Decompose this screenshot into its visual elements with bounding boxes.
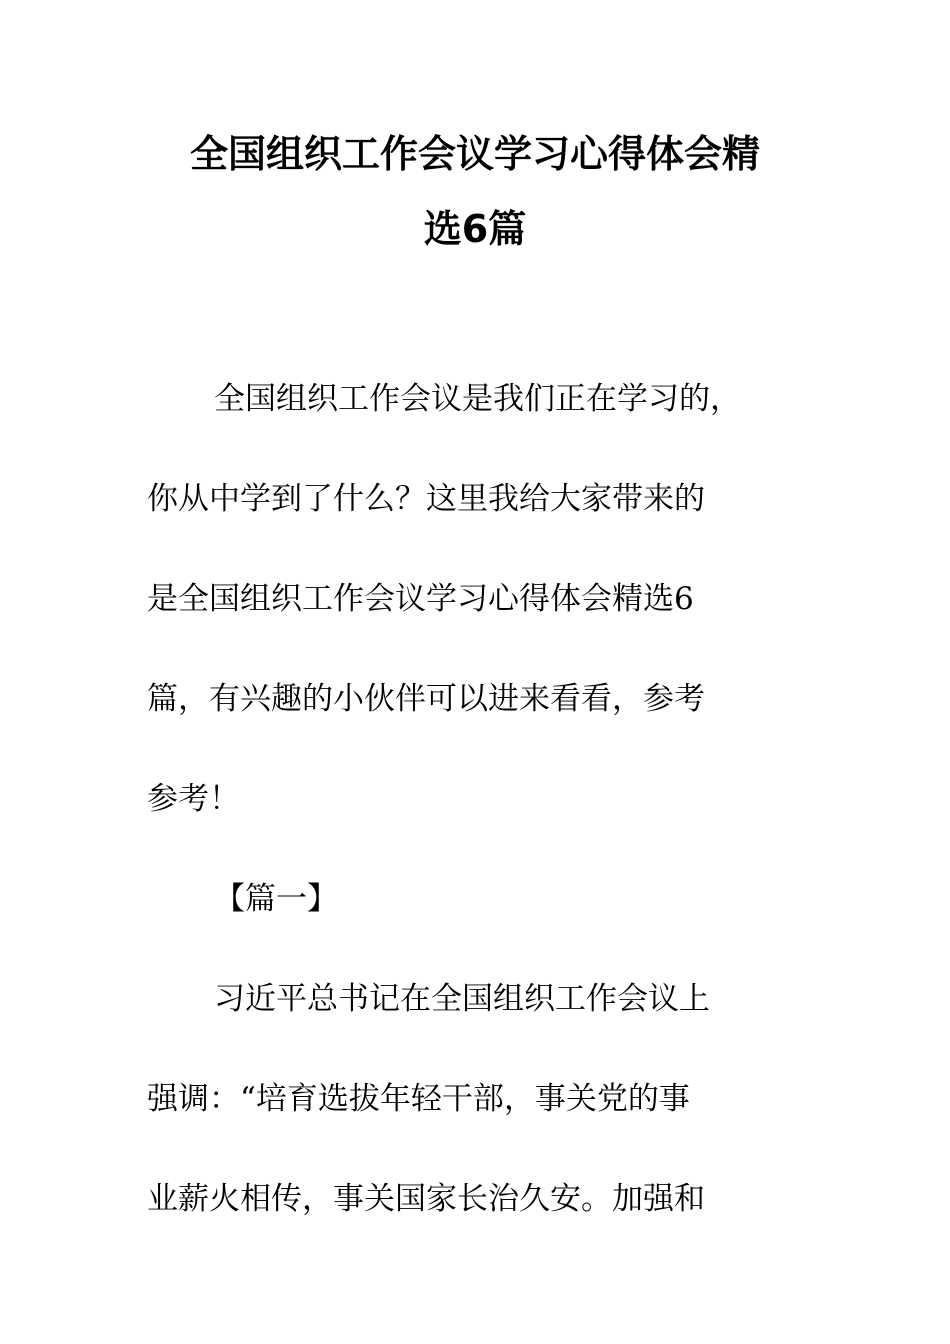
intro-paragraph-line-1: 全国组织工作会议是我们正在学习的，: [214, 381, 741, 417]
intro-paragraph-line-2: 你从中学到了什么？这里我给大家带来的: [147, 481, 705, 517]
intro-paragraph-line-4: 篇，有兴趣的小伙伴可以进来看看，参考: [147, 681, 705, 717]
intro-paragraph-line-3: 是全国组织工作会议学习心得体会精选6: [147, 581, 694, 617]
document-title-line-1: 全国组织工作会议学习心得体会精: [189, 132, 760, 176]
body-paragraph-line-2: 强调：“培育选拔年轻干部，事关党的事: [147, 1081, 690, 1117]
document-title-line-2: 选6篇: [423, 207, 527, 251]
body-paragraph-line-3: 业薪火相传，事关国家长治久安。加强和: [147, 1181, 705, 1217]
intro-paragraph-line-5: 参考！: [147, 781, 240, 817]
body-paragraph-line-1: 习近平总书记在全国组织工作会议上: [214, 981, 710, 1017]
section-heading: 【篇一】: [214, 881, 338, 917]
